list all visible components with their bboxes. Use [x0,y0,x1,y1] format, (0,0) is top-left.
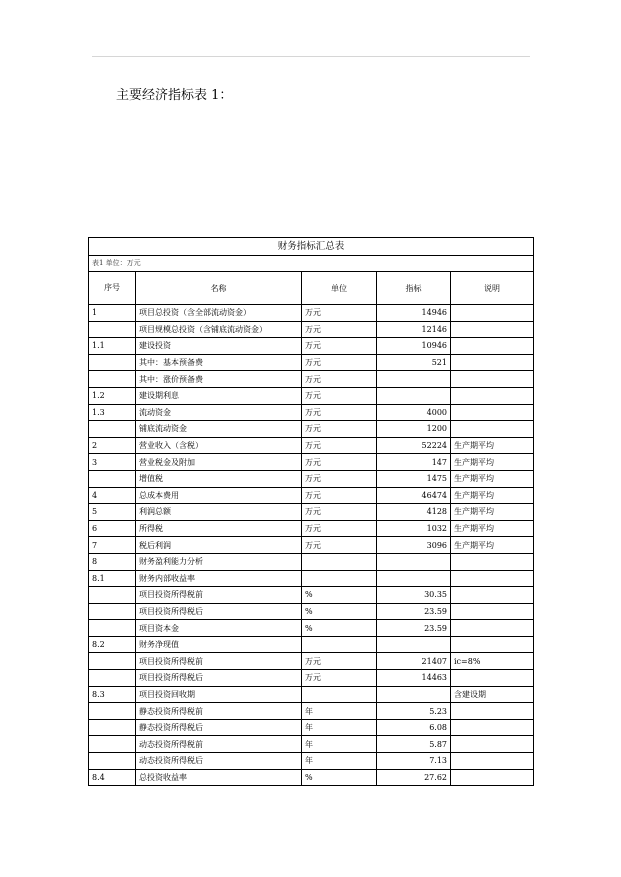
table-row [89,354,534,371]
cell-value: 5.87 [377,736,451,753]
table-row [89,603,534,620]
cell-value [377,371,451,388]
cell-unit: 万元 [302,487,377,504]
cell-unit [302,686,377,703]
cell-name: 其中：涨价预备费 [136,371,302,388]
cell-name: 利润总额 [136,504,302,521]
cell-name: 项目总投资（含全部流动资金） [136,305,302,322]
table-row [89,703,534,720]
table-meta: 表1 单位：万元 [89,256,534,272]
cell-value [377,553,451,570]
cell-note: 生产期平均 [451,537,534,554]
cell-unit: 万元 [302,653,377,670]
cell-name: 总投资收益率 [136,769,302,786]
cell-unit: 万元 [302,338,377,355]
cell-note [451,371,534,388]
cell-seq [89,354,136,371]
cell-name: 动态投资所得税前 [136,736,302,753]
cell-unit: % [302,587,377,604]
cell-seq: 3 [89,454,136,471]
cell-name: 动态投资所得税后 [136,753,302,770]
cell-seq: 8.4 [89,769,136,786]
cell-note [451,421,534,438]
cell-unit: 万元 [302,305,377,322]
table-header-row [89,272,534,305]
cell-unit: % [302,603,377,620]
cell-unit: 万元 [302,404,377,421]
cell-value: 12146 [377,321,451,338]
header-value: 指标 [377,272,451,305]
table-row [89,537,534,554]
cell-unit: % [302,620,377,637]
table-row [89,769,534,786]
table-row [89,437,534,454]
cell-unit: 万元 [302,470,377,487]
cell-note [451,587,534,604]
cell-value: 46474 [377,487,451,504]
cell-note [451,719,534,736]
table-row [89,520,534,537]
cell-seq [89,670,136,687]
cell-note: 生产期平均 [451,470,534,487]
table-title: 财务指标汇总表 [89,238,534,256]
cell-name: 营业收入（含税） [136,437,302,454]
table-row [89,736,534,753]
cell-seq [89,470,136,487]
cell-value [377,570,451,587]
cell-note [451,670,534,687]
cell-seq: 4 [89,487,136,504]
cell-name: 项目规模总投资（含铺底流动资金） [136,321,302,338]
cell-name: 静态投资所得税前 [136,703,302,720]
cell-name: 其中：基本预备费 [136,354,302,371]
cell-note [451,736,534,753]
cell-seq: 1.1 [89,338,136,355]
cell-name: 项目投资回收期 [136,686,302,703]
cell-name: 项目投资所得税后 [136,670,302,687]
cell-value: 1032 [377,520,451,537]
cell-unit: 万元 [302,454,377,471]
cell-unit: 万元 [302,537,377,554]
cell-note [451,338,534,355]
table-row [89,387,534,404]
cell-name: 建设期利息 [136,387,302,404]
cell-name: 增值税 [136,470,302,487]
cell-seq: 1 [89,305,136,322]
cell-unit [302,570,377,587]
cell-seq [89,719,136,736]
cell-seq: 1.2 [89,387,136,404]
cell-note: 含建设期 [451,686,534,703]
table-row [89,553,534,570]
cell-value: 6.08 [377,719,451,736]
cell-seq: 8.3 [89,686,136,703]
table-row [89,636,534,653]
cell-note [451,769,534,786]
cell-unit: 万元 [302,321,377,338]
cell-value: 1475 [377,470,451,487]
table-row [89,321,534,338]
cell-name: 项目投资所得税前 [136,653,302,670]
cell-value: 10946 [377,338,451,355]
cell-value: 7.13 [377,753,451,770]
header-seq: 序号 [89,272,136,305]
header-rule [92,56,530,57]
cell-seq [89,603,136,620]
cell-unit: % [302,769,377,786]
cell-note [451,387,534,404]
cell-name: 项目资本金 [136,620,302,637]
header-unit: 单位 [302,272,377,305]
cell-unit: 万元 [302,387,377,404]
cell-name: 营业税金及附加 [136,454,302,471]
cell-unit: 年 [302,719,377,736]
cell-seq [89,753,136,770]
table-row [89,620,534,637]
cell-unit: 年 [302,736,377,753]
cell-seq: 1.3 [89,404,136,421]
cell-seq [89,653,136,670]
cell-name: 税后利润 [136,537,302,554]
cell-value: 23.59 [377,620,451,637]
cell-value [377,636,451,653]
cell-note [451,321,534,338]
table-row [89,470,534,487]
cell-value: 4128 [377,504,451,521]
cell-unit: 万元 [302,437,377,454]
cell-seq [89,421,136,438]
cell-name: 财务盈利能力分析 [136,553,302,570]
cell-note [451,570,534,587]
table-row [89,404,534,421]
cell-value: 27.62 [377,769,451,786]
cell-seq [89,736,136,753]
table-row [89,504,534,521]
cell-value: 52224 [377,437,451,454]
cell-unit: 年 [302,753,377,770]
table-row [89,653,534,670]
cell-unit: 万元 [302,421,377,438]
cell-note: 生产期平均 [451,487,534,504]
cell-name: 项目投资所得税后 [136,603,302,620]
cell-note [451,354,534,371]
cell-value: 3096 [377,537,451,554]
table-row [89,686,534,703]
cell-value: 14946 [377,305,451,322]
cell-value: 4000 [377,404,451,421]
cell-seq [89,703,136,720]
cell-unit: 万元 [302,504,377,521]
cell-unit: 万元 [302,670,377,687]
table-row [89,570,534,587]
table-row [89,421,534,438]
cell-name: 静态投资所得税后 [136,719,302,736]
cell-note [451,636,534,653]
cell-seq: 5 [89,504,136,521]
cell-value: 5.23 [377,703,451,720]
table-row [89,371,534,388]
financial-summary-table [88,237,533,786]
cell-name: 财务净现值 [136,636,302,653]
cell-unit: 万元 [302,371,377,388]
cell-unit [302,553,377,570]
cell-note [451,753,534,770]
cell-name: 铺底流动资金 [136,421,302,438]
table-row [89,753,534,770]
cell-unit: 年 [302,703,377,720]
cell-note [451,305,534,322]
cell-seq: 8 [89,553,136,570]
cell-unit: 万元 [302,520,377,537]
cell-note: 生产期平均 [451,454,534,471]
cell-value: 23.59 [377,603,451,620]
cell-value: 521 [377,354,451,371]
cell-seq [89,321,136,338]
cell-note: 生产期平均 [451,520,534,537]
cell-seq: 6 [89,520,136,537]
cell-name: 所得税 [136,520,302,537]
cell-seq: 8.1 [89,570,136,587]
cell-note: ic=8% [451,653,534,670]
cell-note: 生产期平均 [451,504,534,521]
cell-seq: 2 [89,437,136,454]
cell-value: 1200 [377,421,451,438]
table-row [89,719,534,736]
table-row [89,338,534,355]
cell-unit: 万元 [302,354,377,371]
cell-seq: 8.2 [89,636,136,653]
cell-value [377,686,451,703]
cell-value: 21407 [377,653,451,670]
cell-seq [89,371,136,388]
cell-note [451,553,534,570]
table-row [89,587,534,604]
cell-note [451,620,534,637]
cell-note [451,703,534,720]
cell-name: 总成本费用 [136,487,302,504]
header-note: 说明 [451,272,534,305]
cell-value: 30.35 [377,587,451,604]
cell-value: 147 [377,454,451,471]
cell-name: 建设投资 [136,338,302,355]
header-name: 名称 [136,272,302,305]
cell-value [377,387,451,404]
cell-note: 生产期平均 [451,437,534,454]
table-row [89,487,534,504]
cell-unit [302,636,377,653]
cell-seq [89,587,136,604]
table-row [89,670,534,687]
page-heading: 主要经济指标表 1： [116,88,233,103]
cell-seq [89,620,136,637]
cell-name: 流动资金 [136,404,302,421]
table-row [89,454,534,471]
cell-note [451,603,534,620]
cell-name: 项目投资所得税前 [136,587,302,604]
cell-value: 14463 [377,670,451,687]
cell-name: 财务内部收益率 [136,570,302,587]
cell-note [451,404,534,421]
table-row [89,305,534,322]
cell-seq: 7 [89,537,136,554]
